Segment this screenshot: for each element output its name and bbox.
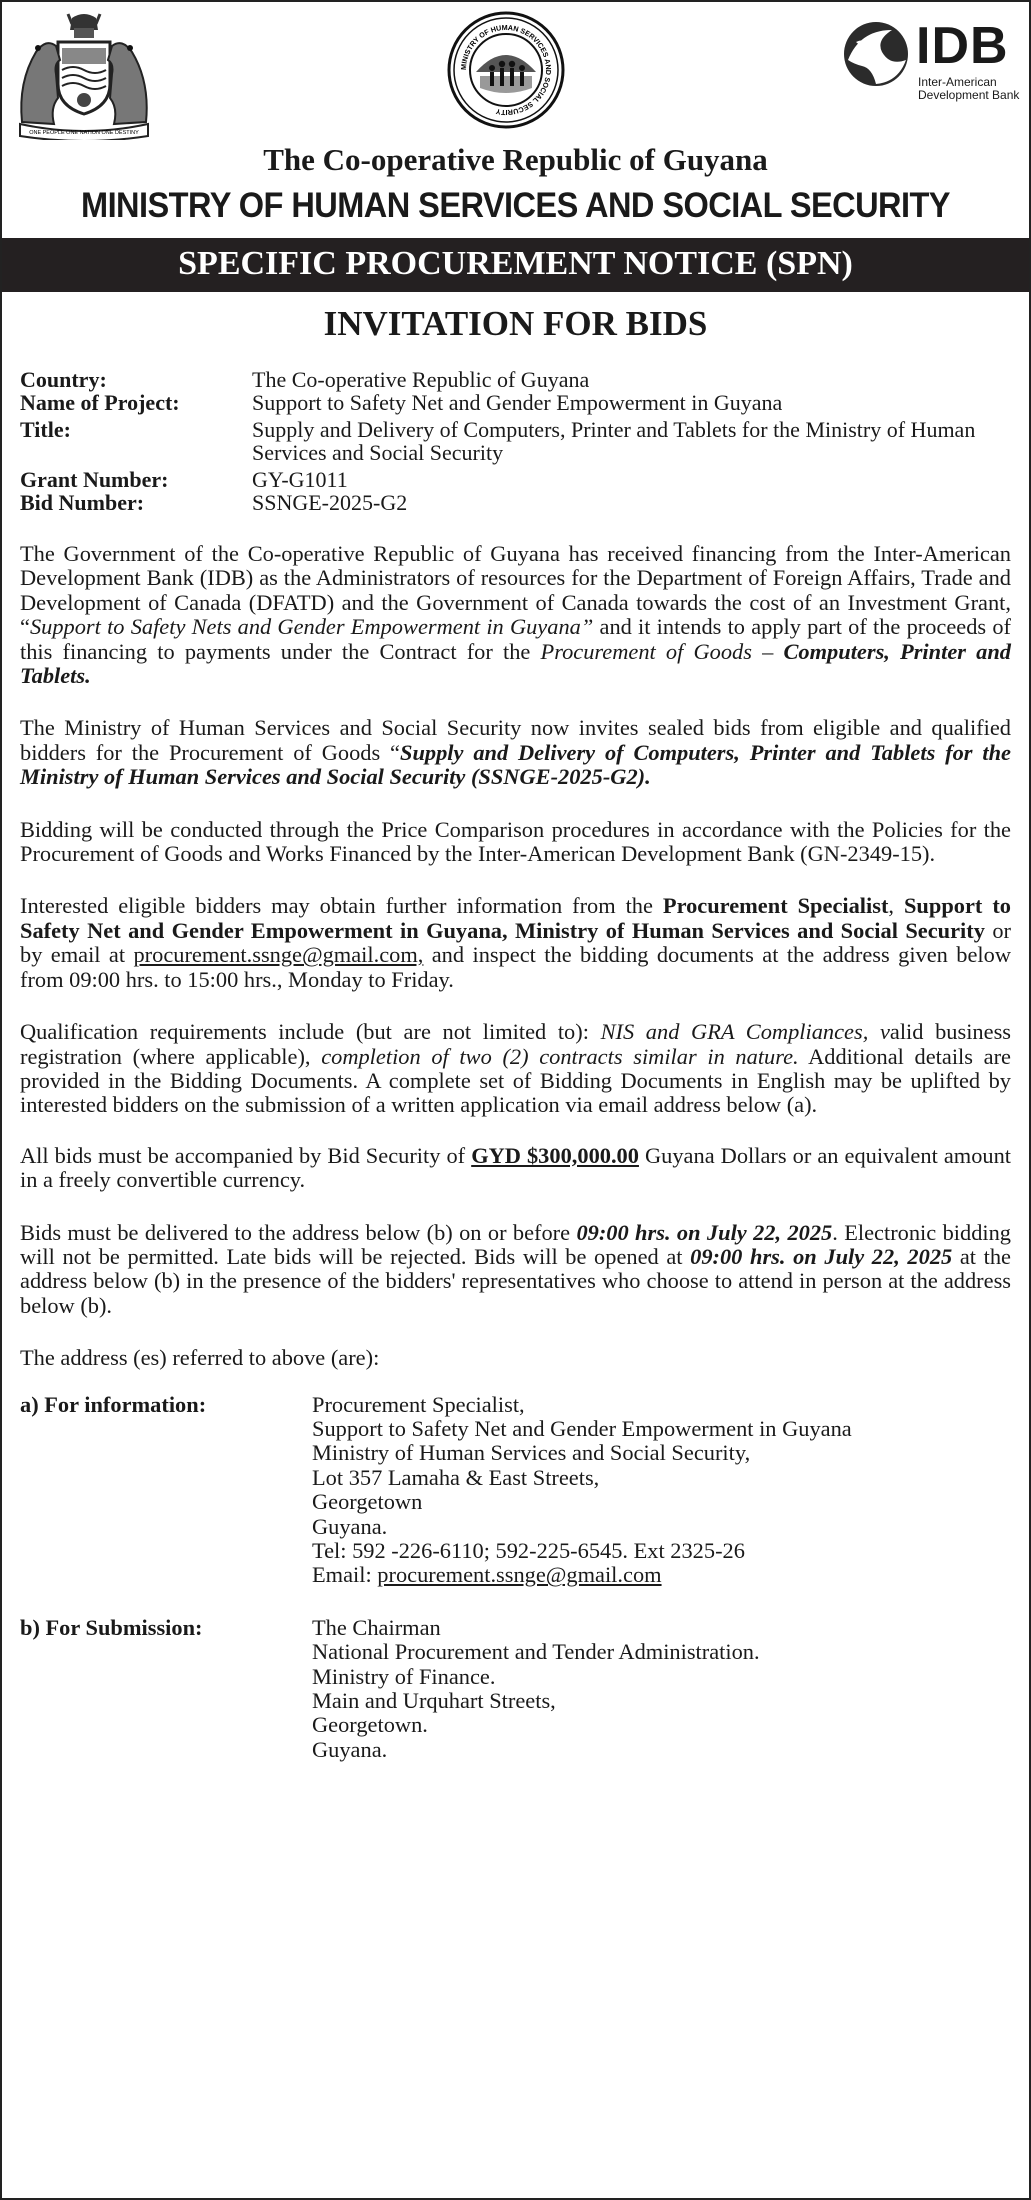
idb-subtitle-line: Inter-American	[918, 75, 997, 89]
invitation-heading: INVITATION FOR BIDS	[323, 304, 708, 343]
idb-logo	[842, 16, 1020, 106]
paragraph-qualification: Qualification requirements include (but are not limited to): NIS and GRA Compliances, valid business registration (where applicable), completion of two (2) contracts similar in nature. Additional details are provided in the Bidding Documents. A complete set of Bidding Documents in English may be uplifted by interested bidders on the submission of a written application via email address below (a).	[20, 1019, 1011, 1118]
address-line: Ministry of Finance.	[312, 1663, 496, 1689]
address-lines	[312, 1393, 1011, 1588]
paragraph-addresses-intro: The address (es) referred to above (are):	[20, 1345, 380, 1371]
address-line: Main and Urquhart Streets,	[312, 1688, 556, 1714]
address-submission	[20, 1616, 1011, 1762]
info-value: SSNGE-2025-G2	[252, 490, 408, 515]
address-line: Lot 357 Lamaha & East Streets,	[312, 1464, 600, 1490]
paragraph-information: Interested eligible bidders may obtain further information from the Procurement Specialist, Support to Safety Net and Gender Empowerment in Guyana, Ministry of Human Services and Social Security or by email at procurement.ssnge@gmail.com, and inspect the bidding documents at the address given below from 09:00 hrs. to 15:00 hrs., Monday to Friday.	[20, 893, 1012, 992]
info-row-title	[20, 418, 1011, 464]
paragraph-financing: The Government of the Co-operative Republic of Guyana has received financing from the Inter-American Development Bank (IDB) as the Administrators of resources for the Department of Foreign Affairs, Trade and Development of Canada (DFATD) and the Government of Canada towards the cost of an Investment Grant, “Support to Safety Nets and Gender Empowerment in Guyana” and it intends to apply part of the proceeds of this financing to payments under the Contract for the Procurement of Goods – Computers, Printer and Tablets.	[20, 541, 1012, 689]
address-line: National Procurement and Tender Administration.	[312, 1639, 760, 1665]
info-label: Title:	[20, 417, 71, 442]
address-lines	[312, 1616, 1011, 1762]
address-information	[20, 1393, 1011, 1588]
notice-body	[20, 542, 1011, 1371]
info-row-grant	[20, 468, 1011, 491]
coat-motto: ONE PEOPLE ONE NATION ONE DESTINY	[29, 130, 139, 136]
address-line: Georgetown	[312, 1489, 423, 1515]
info-label: Name of Project:	[20, 390, 180, 415]
paragraph-bid-security: All bids must be accompanied by Bid Security of GYD $300,000.00 Guyana Dollars or an equivalent amount in a freely convertible currency.	[20, 1142, 1011, 1193]
idb-subtitle	[918, 76, 1019, 102]
info-row-project	[20, 391, 1011, 414]
idb-globe-icon	[842, 20, 910, 88]
addresses	[20, 1393, 1011, 1763]
address-line: Georgetown.	[312, 1712, 428, 1738]
info-label: Bid Number:	[20, 490, 145, 515]
paragraph-invitation: The Ministry of Human Services and Social Security now invites sealed bids from eligible and qualified bidders for the Procurement of Goods “Supply and Delivery of Computers, Printer and Tablets for the Ministry of Human Services and Social Security (SSNGE-2025-G2).	[20, 715, 1011, 790]
logo-strip	[2, 2, 1029, 142]
address-line: Support to Safety Net and Gender Empowerment in Guyana	[312, 1415, 852, 1441]
address-line: Guyana.	[312, 1513, 388, 1539]
address-line: Guyana.	[312, 1736, 388, 1762]
address-email-link[interactable]: procurement.ssnge@gmail.com	[377, 1562, 662, 1588]
info-value: Support to Safety Net and Gender Empowerment in Guyana	[252, 390, 783, 415]
address-line: The Chairman	[312, 1614, 441, 1640]
guyana-coat-of-arms-icon	[16, 12, 152, 140]
ministry-seal-icon	[446, 10, 566, 130]
address-line: Ministry of Human Services and Social Security,	[312, 1440, 751, 1466]
address-email-line: Email: procurement.ssnge@gmail.com	[312, 1562, 662, 1588]
info-label: Country:	[20, 367, 107, 392]
email-link[interactable]: procurement.ssnge@gmail.com,	[133, 942, 424, 968]
idb-subtitle-line: Development Bank	[918, 88, 1020, 102]
seal-text: MINISTRY OF HUMAN SERVICES AND SOCIAL SECURITY	[458, 22, 554, 118]
address-label: b) For Submission:	[20, 1614, 203, 1640]
info-value: GY-G1011	[252, 467, 348, 492]
paragraph-procedure: Bidding will be conducted through the Price Comparison procedures in accordance with the Policies for the Procurement of Goods and Works Financed by the Inter-American Development Bank (GN-2349-15).	[20, 816, 1011, 867]
ministry-heading: MINISTRY OF HUMAN SERVICES AND SOCIAL SECURITY	[81, 186, 950, 225]
idb-wordmark: IDB	[916, 17, 1009, 75]
notice-title-bar: SPECIFIC PROCUREMENT NOTICE (SPN)	[2, 238, 1029, 292]
paragraph-deadline: Bids must be delivered to the address below (b) on or before 09:00 hrs. on July 22, 2025. Electronic bidding will not be permitted. Late bids will be rejected. Bids will be opened at 09:00 hrs. on July 22, 2025 at the address below (b) in the presence of the bidders' representatives who choose to attend in person at the address below (b).	[20, 1219, 1012, 1318]
project-info	[20, 368, 1011, 514]
info-value: Supply and Delivery of Computers, Printer and Tablets for the Ministry of Human Services and Social Security	[252, 417, 976, 465]
address-line: Tel: 592 -226-6110; 592-225-6545. Ext 2325-26	[312, 1538, 745, 1563]
address-line: Procurement Specialist,	[312, 1391, 525, 1417]
info-row-country	[20, 368, 1011, 391]
info-value: The Co-operative Republic of Guyana	[252, 367, 590, 392]
info-row-bid	[20, 491, 1011, 514]
info-label: Grant Number:	[20, 467, 169, 492]
republic-heading: The Co-operative Republic of Guyana	[263, 142, 768, 177]
address-label: a) For information:	[20, 1391, 207, 1417]
